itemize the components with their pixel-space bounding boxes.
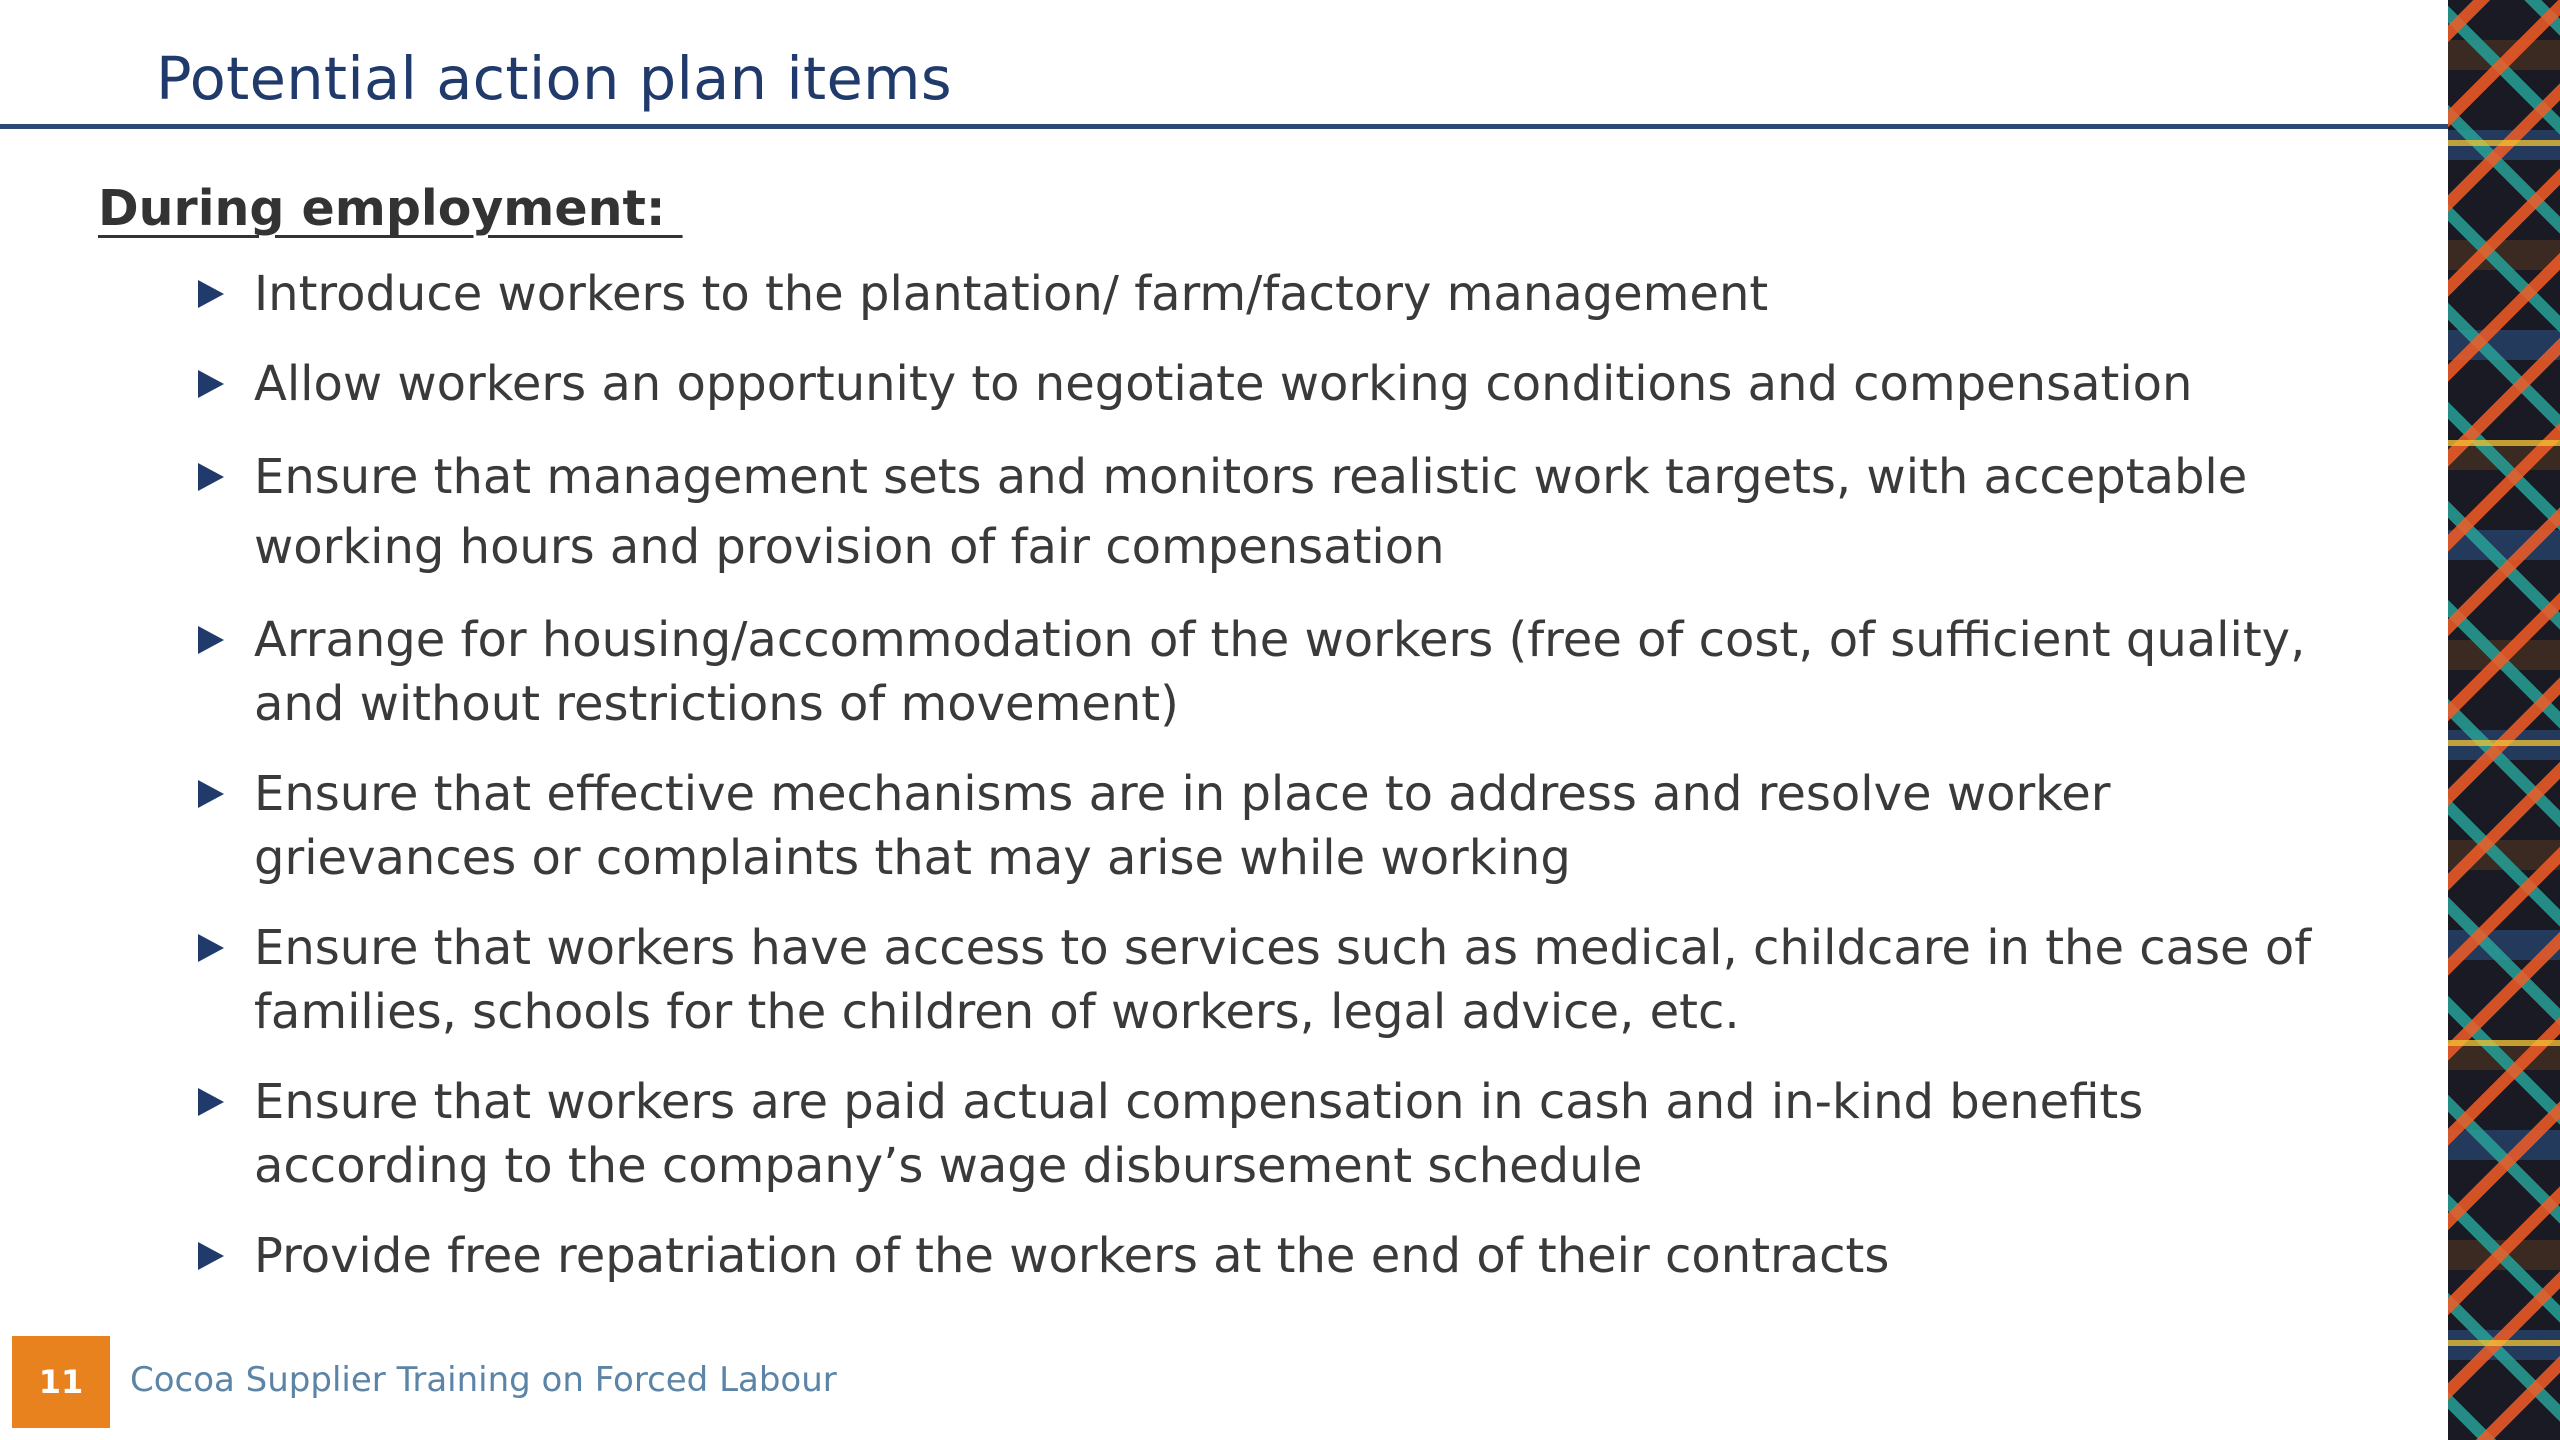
list-item-text: Allow workers an opportunity to negotiate working conditions and compensation xyxy=(254,356,2193,412)
list-item xyxy=(196,608,2346,736)
woven-pattern-decoration xyxy=(2448,0,2560,1440)
triangle-right-icon xyxy=(196,1224,254,1288)
list-item xyxy=(196,916,2346,1044)
triangle-right-icon xyxy=(196,762,254,826)
list-item-text: Ensure that workers are paid actual compensation in cash and in-kind benefits according to the company’s wage disbursement schedule xyxy=(254,1074,2144,1194)
list-item-text: Ensure that workers have access to services such as medical, childcare in the case of families, schools for the children of workers, legal advice, etc. xyxy=(254,920,2312,1040)
list-item-text: Ensure that management sets and monitors realistic work targets, with acceptable working hours and provision of fair compensation xyxy=(254,449,2248,575)
triangle-right-icon xyxy=(196,1070,254,1134)
list-item xyxy=(196,1224,2346,1288)
triangle-right-icon xyxy=(196,352,254,416)
title-divider xyxy=(0,124,2448,129)
list-item-text: Arrange for housing/accommodation of the workers (free of cost, of sufficient quality, and without restrictions of movement) xyxy=(254,612,2306,732)
slide-title: Potential action plan items xyxy=(156,44,952,113)
footer-text: Cocoa Supplier Training on Forced Labour xyxy=(130,1360,837,1400)
action-items-list xyxy=(196,262,2346,1288)
list-item-text: Provide free repatriation of the workers at the end of their contracts xyxy=(254,1228,1890,1284)
page-number-badge: 11 xyxy=(12,1336,110,1428)
list-item xyxy=(196,442,2346,582)
list-item xyxy=(196,262,2346,326)
triangle-right-icon xyxy=(196,916,254,980)
list-item xyxy=(196,1070,2346,1198)
list-item xyxy=(196,352,2346,416)
list-item xyxy=(196,762,2346,890)
triangle-right-icon xyxy=(196,608,254,672)
list-item-text: Ensure that effective mechanisms are in place to address and resolve worker grievances or complaints that may arise while working xyxy=(254,766,2111,886)
section-heading: During employment: xyxy=(98,180,683,237)
triangle-right-icon xyxy=(196,442,254,512)
list-item-text: Introduce workers to the plantation/ farm/factory management xyxy=(254,266,1769,322)
triangle-right-icon xyxy=(196,262,254,326)
